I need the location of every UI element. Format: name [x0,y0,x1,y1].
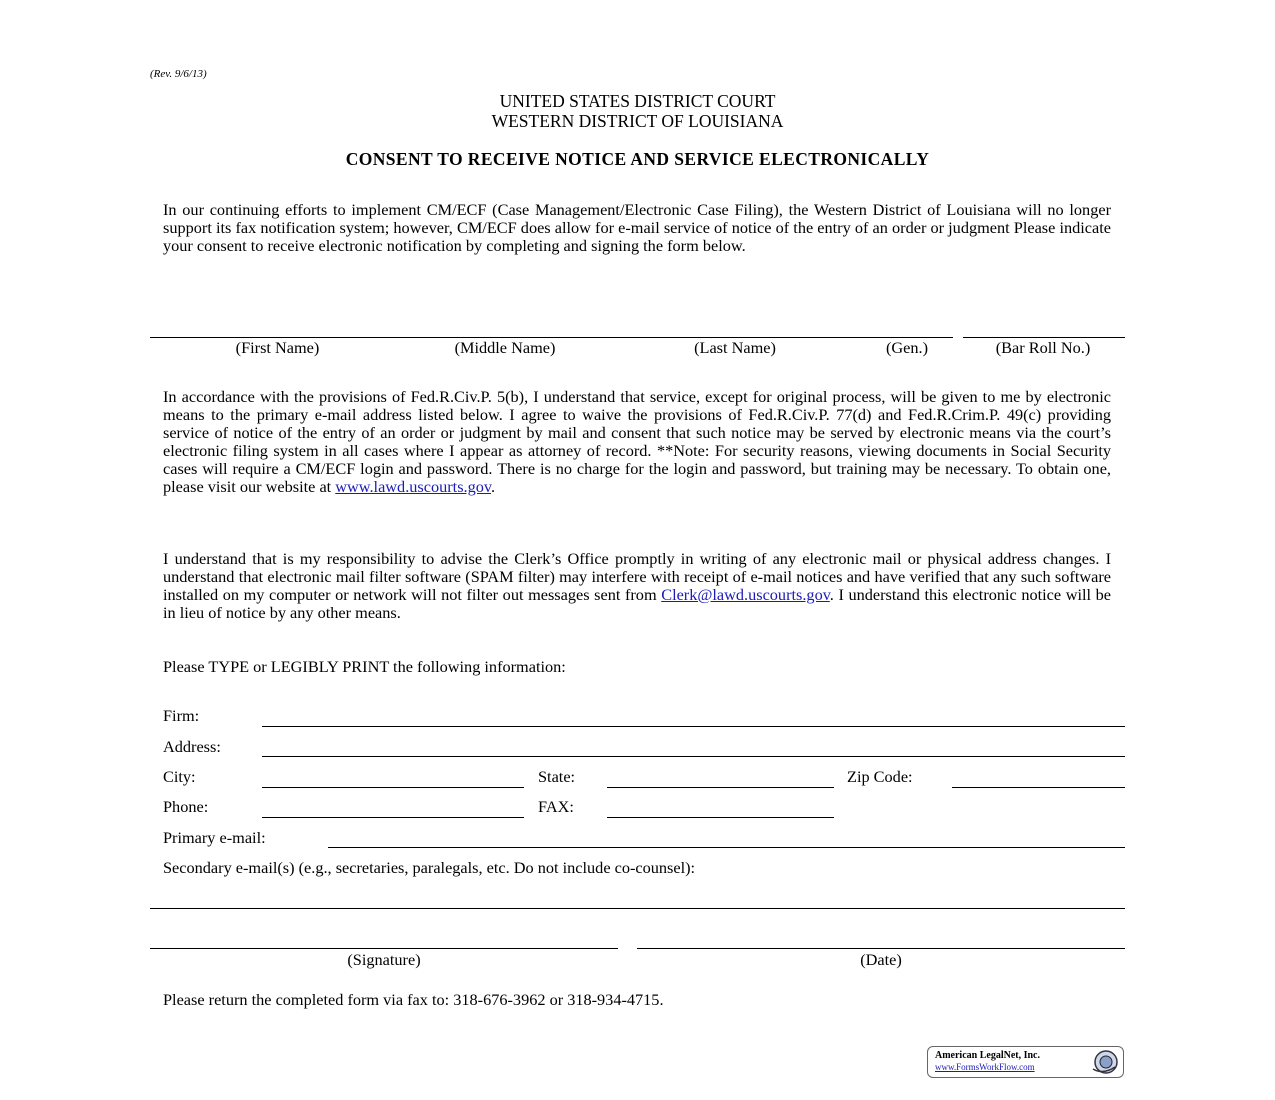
city-field[interactable] [262,787,524,788]
bar-roll-caption: (Bar Roll No.) [995,338,1091,357]
date-field[interactable] [637,948,1125,949]
clerk-email-link[interactable]: Clerk@lawd.uscourts.gov [661,585,830,604]
signature-caption: (Signature) [347,950,421,969]
form-title: CONSENT TO RECEIVE NOTICE AND SERVICE ELECTRONICALLY [345,149,930,169]
accordance-end: . [490,477,496,496]
zip-field[interactable] [952,787,1125,788]
date-caption: (Date) [860,950,902,969]
primary-email-label: Primary e-mail: [163,828,266,847]
website-link[interactable]: www.lawd.uscourts.gov [335,477,491,496]
fax-field[interactable] [607,817,834,818]
globe-icon [1089,1049,1119,1075]
zip-label: Zip Code: [847,767,913,786]
city-label: City: [163,767,196,786]
firm-label: Firm: [163,706,200,725]
middle-name-caption: (Middle Name) [454,338,556,357]
secondary-email-label: Secondary e-mail(s) (e.g., secretaries, paralegals, etc. Do not include co-counsel): [163,858,696,877]
state-field[interactable] [607,787,834,788]
responsibility-paragraph [163,550,1111,622]
publisher-url[interactable]: www.FormsWorkFlow.com [935,1062,1035,1072]
accordance-text: In accordance with the provisions of Fed.R.Civ.P. 5(b), I understand that service, except for original process, will be given to me by electronic means to the primary e-mail address listed below. I agree to waive the provisions of Fed.R.Civ.P. 77(d) and Fed.R.Crim.P. 49(c) providing service of notice of the entry of an order or judgment by mail and consent that such notice may be served by electronic means via the court’s electronic filing system in all cases where I appear as attorney of record. **Note: For security reasons, viewing documents in Social Security cases will require a CM/ECF login and password. There is no charge for the login and password, but training may be necessary. To obtain one, please visit our website at [163,387,1111,496]
return-instructions: Please return the completed form via fax to: 318-676-3962 or 318-934-4715. [163,990,664,1009]
instructions-text: Please TYPE or LEGIBLY PRINT the following information: [163,657,566,676]
state-label: State: [538,767,576,786]
address-label: Address: [163,737,221,756]
phone-field[interactable] [262,817,524,818]
court-district: WESTERN DISTRICT OF LOUISIANA [491,111,784,131]
revision-note: (Rev. 9/6/13) [150,68,207,80]
signature-field[interactable] [150,948,618,949]
secondary-email-field[interactable] [150,908,1125,909]
fax-label: FAX: [538,797,574,816]
primary-email-field[interactable] [328,847,1125,848]
address-field[interactable] [262,756,1125,757]
responsibility-text: I understand that is my responsibility to advise the Clerk’s Office promptly in writing of any electronic mail or physical address changes. I understand that electronic mail filter software (SPAM filter) may interfere with receipt of e-mail notices and have verified that any such software installed on my computer or network will not filter out messages sent from [163,549,1111,604]
last-name-caption: (Last Name) [694,338,776,357]
first-name-caption: (First Name) [235,338,320,357]
phone-label: Phone: [163,797,209,816]
responsibility-end: . I understand this electronic notice will be in lieu of notice by any other means. [163,585,1111,622]
firm-field[interactable] [262,726,1125,727]
generation-caption: (Gen.) [885,338,929,357]
court-name: UNITED STATES DISTRICT COURT [499,91,776,111]
publisher-name: American LegalNet, Inc. [935,1050,1040,1061]
accordance-paragraph [163,388,1111,496]
intro-paragraph: In our continuing efforts to implement CM/ECF (Case Management/Electronic Case Filing), the Western District of Louisiana will no longer support its fax notification system; however, CM/ECF does allow for e-mail service of notice of the entry of an order or judgment Please indicate your consent to receive electronic notification by completing and signing the form below. [163,200,1111,255]
publisher-logo [927,1046,1124,1078]
